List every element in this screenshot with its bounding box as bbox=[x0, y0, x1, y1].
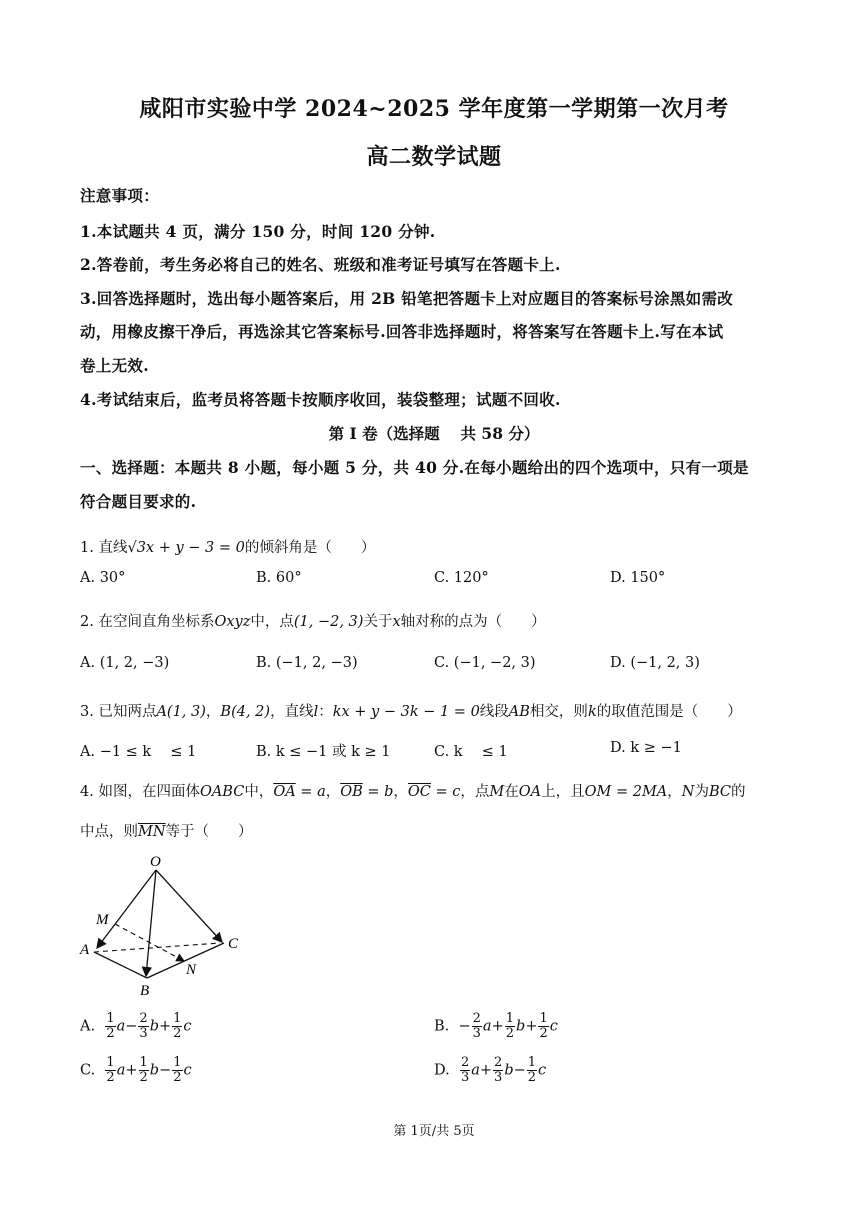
q4-vector-mn: $\overline{MN}$ bbox=[138, 824, 166, 840]
vector-b: b bbox=[149, 1018, 159, 1035]
edge-ob bbox=[146, 870, 156, 976]
notice-heading: 注意事项： bbox=[80, 186, 160, 205]
volume-heading: 第 I 卷（选择题 共 58 分） bbox=[328, 424, 540, 443]
q4-eq-c: = c bbox=[430, 784, 461, 800]
q3-line-equation: kx + y − 3k − 1 = 0 bbox=[332, 704, 480, 720]
q2-point: (1, −2, 3) bbox=[293, 614, 364, 630]
q1-option-b: B. 60° bbox=[256, 570, 302, 586]
vector-a: a bbox=[116, 1062, 126, 1079]
vector-c: c bbox=[538, 1062, 547, 1079]
q1-option-a: A. 30° bbox=[80, 570, 126, 586]
question-4-line-2 bbox=[80, 820, 792, 841]
q4-option-b: B. − $\frac{2}{3}$ a+ $\frac{1}{2}$ b+ $\frac{1}{2}$ c bbox=[434, 1011, 558, 1041]
q4-option-a-letter: A. bbox=[80, 1018, 96, 1035]
q2-option-d: D. (−1, 2, 3) bbox=[610, 655, 700, 671]
q2-mid2: 关于 bbox=[363, 614, 393, 630]
q4-tetrahedron: OABC bbox=[199, 784, 245, 800]
q4-vector-ob: $\overline{OB}$ bbox=[340, 784, 363, 800]
q2-system: Oxyz bbox=[214, 614, 251, 630]
q4-option-d-frac-2: $\frac{2}{3}$ bbox=[494, 1055, 503, 1085]
vector-a: a bbox=[116, 1018, 126, 1035]
q4-option-a: A. $\frac{1}{2}$ a− $\frac{2}{3}$ b+ $\frac{1}{2}$ c bbox=[80, 1011, 192, 1041]
question-2 bbox=[80, 610, 792, 631]
notice-item-3-line-2: 动，用橡皮擦干净后，再选涂其它答案标号.回答非选择题时，将答案写在答题卡上.写在本试 bbox=[80, 322, 724, 341]
q4-option-b-frac-1: $\frac{2}{3}$ bbox=[472, 1011, 481, 1041]
q4-text-g: 为 bbox=[694, 784, 709, 800]
q3-segment: AB bbox=[508, 704, 530, 720]
q3-point-b: B(4, 2) bbox=[220, 704, 271, 720]
q4-option-a-frac-1: $\frac{1}{2}$ bbox=[106, 1011, 115, 1041]
q4-point-m: M bbox=[489, 784, 505, 800]
vector-b: b bbox=[149, 1062, 160, 1079]
question-1 bbox=[80, 536, 792, 557]
q4-option-a-frac-3: $\frac{1}{2}$ bbox=[173, 1011, 182, 1041]
q4-vector-oc: $\overline{OC}$ bbox=[407, 784, 431, 800]
q3-prefix: 3. 已知两点 bbox=[80, 704, 157, 720]
vector-c: c bbox=[183, 1018, 192, 1035]
vector-a: a bbox=[482, 1018, 492, 1035]
vector-b: b bbox=[516, 1018, 526, 1035]
q2-option-b: B. (−1, 2, −3) bbox=[256, 655, 358, 671]
q4-text-c: ，点 bbox=[460, 784, 490, 800]
q3-mid2: 线段 bbox=[479, 704, 509, 720]
q4-text-a: 4. 如图，在四面体 bbox=[80, 784, 200, 800]
vector-a: a bbox=[471, 1062, 480, 1079]
edge-oc bbox=[156, 870, 222, 942]
q3-option-a: A. −1 ≤ k ≤ 1 bbox=[80, 744, 197, 760]
q4-text-b: 中， bbox=[244, 784, 274, 800]
q4-point-n: N bbox=[681, 784, 695, 800]
q4-eq-a: = a bbox=[295, 784, 326, 800]
notice-item-4: 4.考试结束后，监考员将答题卡按顺序收回，装袋整理；试题不回收. bbox=[80, 390, 561, 409]
q4-option-d-frac-1: $\frac{2}{3}$ bbox=[460, 1055, 470, 1085]
question-3 bbox=[80, 700, 792, 721]
q1-option-d: D. 150° bbox=[610, 570, 666, 586]
q4-text-i: 中点，则 bbox=[80, 824, 138, 840]
q3-sep: ， bbox=[205, 704, 221, 720]
q3-colon: ： bbox=[318, 704, 333, 720]
q4-option-b-frac-2: $\frac{1}{2}$ bbox=[505, 1011, 515, 1041]
q4-option-c: C. $\frac{1}{2}$ a+ $\frac{1}{2}$ b− $\frac{1}{2}$ c bbox=[80, 1055, 192, 1085]
q4-comma-1: ， bbox=[325, 784, 341, 800]
q3-line-name: l bbox=[313, 704, 319, 720]
q4-segment-bc: BC bbox=[708, 784, 731, 800]
q3-option-d: D. k ≥ −1 bbox=[610, 740, 682, 756]
q2-axis: x bbox=[392, 614, 401, 630]
notice-item-2: 2.答卷前，考生务必将自己的姓名、班级和准考证号填写在答题卡上. bbox=[80, 255, 561, 274]
q1-option-c: C. 120° bbox=[434, 570, 489, 586]
q2-mid: 中，点 bbox=[250, 614, 294, 630]
q4-text-e: 上，且 bbox=[541, 784, 585, 800]
exam-title: 咸阳市实验中学 2024~2025 学年度第一学期第一次月考 bbox=[139, 96, 729, 122]
q3-point-a: A(1, 3) bbox=[156, 704, 206, 720]
q4-text-d: 在 bbox=[504, 784, 519, 800]
page-footer: 第 1页/共 5页 bbox=[393, 1124, 475, 1139]
q4-segment-oa: OA bbox=[518, 784, 542, 800]
q4-option-a-frac-2: $\frac{2}{3}$ bbox=[139, 1011, 148, 1041]
figure-label-a: A bbox=[80, 942, 90, 958]
notice-item-3-line-3: 卷上无效. bbox=[80, 356, 149, 375]
figure-label-m: M bbox=[96, 912, 109, 928]
q4-option-d: D. $\frac{2}{3}$ a+ $\frac{2}{3}$ b− $\frac{1}{2}$ c bbox=[434, 1055, 547, 1085]
q1-expression: √3x + y − 3 = 0 bbox=[127, 540, 245, 556]
q4-comma-2: ， bbox=[393, 784, 408, 800]
notice-item-1: 1.本试题共 4 页，满分 150 分，时间 120 分钟. bbox=[80, 222, 436, 241]
edge-mn bbox=[115, 924, 184, 961]
figure-label-b: B bbox=[140, 983, 150, 999]
figure-label-c: C bbox=[228, 936, 239, 952]
q4-option-c-frac-1: $\frac{1}{2}$ bbox=[106, 1055, 115, 1085]
q4-option-d-frac-3: $\frac{1}{2}$ bbox=[527, 1055, 537, 1085]
q3-option-c: C. k ≤ 1 bbox=[434, 744, 508, 760]
q4-text-h: 的 bbox=[731, 784, 746, 800]
figure-label-o: O bbox=[150, 854, 161, 870]
q4-text-f: ， bbox=[667, 784, 682, 800]
section-heading-line-2: 符合题目要求的. bbox=[80, 492, 197, 511]
q2-suffix: 轴对称的点为（ ） bbox=[400, 614, 546, 630]
q3-option-b: B. k ≤ −1 或 k ≥ 1 bbox=[256, 744, 391, 760]
q4-option-c-frac-3: $\frac{1}{2}$ bbox=[173, 1055, 182, 1085]
vector-c: c bbox=[549, 1018, 558, 1035]
q4-option-b-frac-3: $\frac{1}{2}$ bbox=[539, 1011, 548, 1041]
q2-option-c: C. (−1, −2, 3) bbox=[434, 655, 536, 671]
q2-prefix: 2. 在空间直角坐标系 bbox=[80, 614, 215, 630]
question-4-line-1 bbox=[80, 780, 792, 801]
q4-text-j: 等于（ ） bbox=[165, 824, 253, 840]
notice-item-3-line-1: 3.回答选择题时，选出每小题答案后，用 2B 铅笔把答题卡上对应题目的答案标号涂黑如需改 bbox=[80, 289, 734, 308]
q4-vector-oa: $\overline{OA}$ bbox=[273, 784, 296, 800]
q4-eq-b: = b bbox=[362, 784, 394, 800]
q4-option-b-letter: B. bbox=[434, 1018, 450, 1035]
q4-option-d-letter: D. bbox=[434, 1062, 450, 1079]
vector-c: c bbox=[183, 1062, 192, 1079]
q4-relation: OM = 2MA bbox=[584, 784, 668, 800]
edge-oa bbox=[97, 870, 156, 948]
q4-option-c-letter: C. bbox=[80, 1062, 96, 1079]
q3-mid3: 相交，则 bbox=[529, 704, 588, 720]
q1-suffix: 的倾斜角是（ ） bbox=[244, 540, 376, 556]
q1-prefix: 1. 直线 bbox=[80, 540, 128, 556]
q3-mid: ，直线 bbox=[270, 704, 314, 720]
section-heading-line-1: 一、选择题：本题共 8 小题，每小题 5 分，共 40 分.在每小题给出的四个选项中，只有一项是 bbox=[80, 458, 749, 477]
figure-label-n: N bbox=[186, 962, 197, 978]
q3-k: k bbox=[587, 704, 597, 720]
edge-ac bbox=[94, 943, 220, 952]
edge-ab bbox=[94, 952, 147, 978]
q4-option-c-frac-2: $\frac{1}{2}$ bbox=[139, 1055, 148, 1085]
vector-b: b bbox=[504, 1062, 514, 1079]
q3-suffix: 的取值范围是（ ） bbox=[596, 704, 742, 720]
q2-option-a: A. (1, 2, −3) bbox=[80, 655, 170, 671]
exam-subtitle: 高二数学试题 bbox=[366, 144, 502, 170]
tetrahedron-figure bbox=[70, 848, 260, 1000]
